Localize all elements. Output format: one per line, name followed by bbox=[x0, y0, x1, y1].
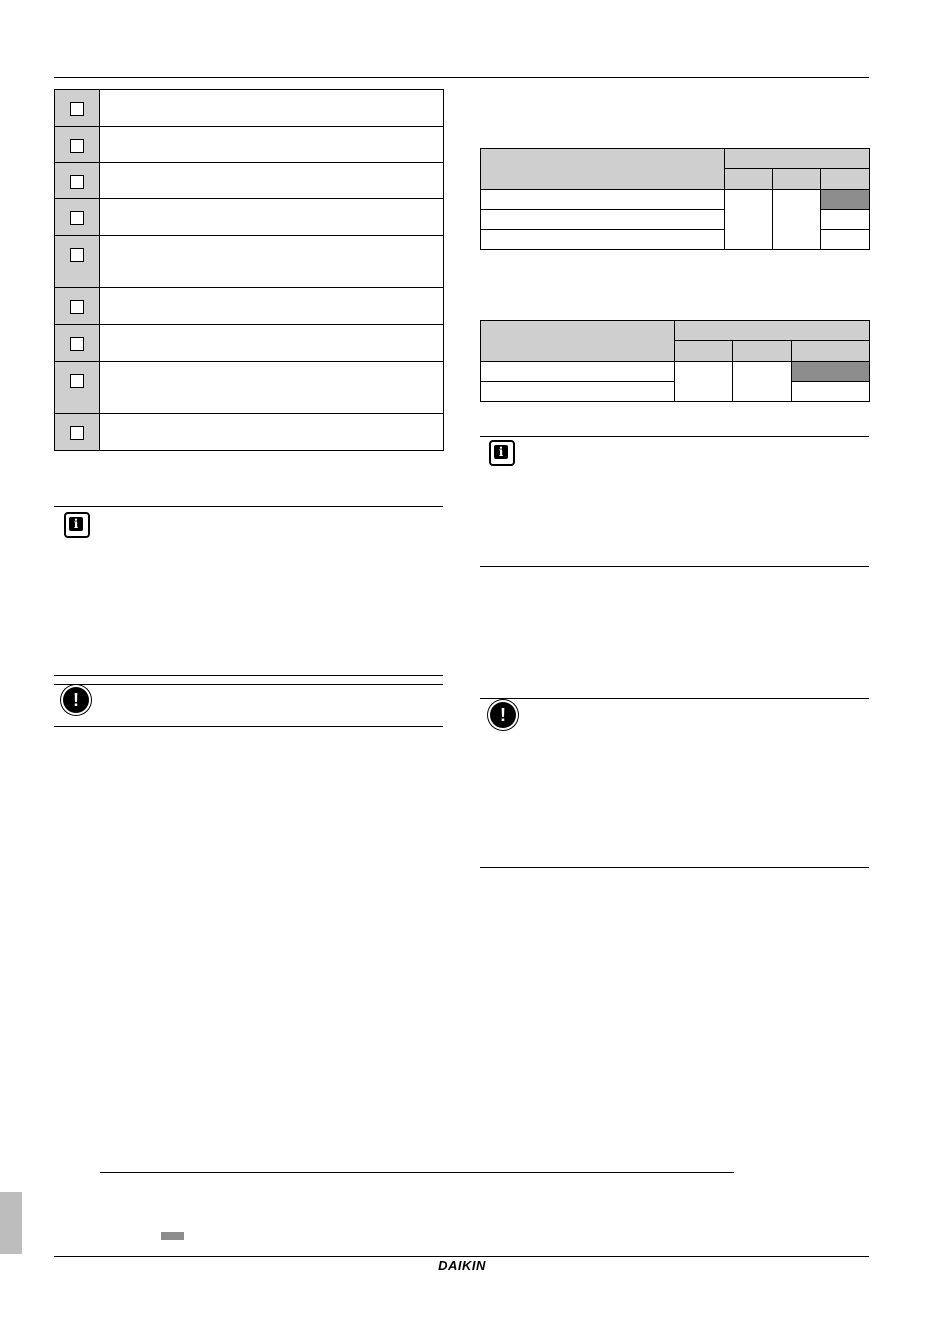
table-header-cell bbox=[792, 341, 870, 362]
checkbox[interactable] bbox=[70, 374, 84, 388]
table-header-cell bbox=[481, 321, 675, 362]
checkbox[interactable] bbox=[70, 102, 84, 116]
info-note-top-rule bbox=[480, 436, 869, 437]
checklist-item bbox=[100, 199, 444, 236]
info-icon: i bbox=[64, 512, 90, 538]
warning-note-bottom-rule bbox=[480, 867, 869, 868]
checklist-item bbox=[100, 362, 444, 414]
info-note-bottom-rule bbox=[54, 675, 443, 676]
table-cell bbox=[481, 190, 725, 210]
table-cell bbox=[725, 190, 773, 250]
info-note-top-rule bbox=[54, 506, 443, 507]
table-header-cell bbox=[675, 341, 733, 362]
table-cell bbox=[675, 362, 733, 402]
side-tab bbox=[0, 1192, 22, 1254]
table-cell-highlight bbox=[792, 362, 870, 382]
exclamation-icon: ! bbox=[490, 702, 516, 728]
table-cell-highlight bbox=[821, 190, 870, 210]
table-header-cell bbox=[773, 169, 821, 190]
table-cell bbox=[821, 230, 870, 250]
checklist-item bbox=[100, 325, 444, 362]
checkbox[interactable] bbox=[70, 426, 84, 440]
checkbox[interactable] bbox=[70, 337, 84, 351]
info-icon: i bbox=[489, 440, 515, 466]
table-header-cell bbox=[733, 341, 792, 362]
table-cell bbox=[481, 230, 725, 250]
spec-table-a bbox=[480, 148, 870, 250]
table-cell bbox=[481, 210, 725, 230]
checkbox[interactable] bbox=[70, 300, 84, 314]
footer-marker bbox=[161, 1232, 184, 1240]
checklist-item bbox=[100, 288, 444, 325]
table-cell bbox=[733, 362, 792, 402]
table-cell bbox=[792, 382, 870, 402]
checklist-item bbox=[100, 90, 444, 127]
checklist-item bbox=[100, 414, 444, 451]
table-cell bbox=[481, 382, 675, 402]
footnote-rule bbox=[100, 1172, 734, 1173]
spec-table-b bbox=[480, 320, 870, 402]
table-cell bbox=[821, 210, 870, 230]
table-header-cell bbox=[725, 149, 870, 169]
checkbox[interactable] bbox=[70, 211, 84, 225]
warning-note-top-rule bbox=[54, 684, 443, 685]
info-note-bottom-rule bbox=[480, 566, 869, 567]
checklist-item bbox=[100, 127, 444, 163]
daikin-logo: DAIKIN bbox=[438, 1258, 486, 1273]
checkbox[interactable] bbox=[70, 139, 84, 153]
checklist-item bbox=[100, 163, 444, 199]
table-header-cell bbox=[821, 169, 870, 190]
exclamation-icon: ! bbox=[63, 687, 89, 713]
table-header-cell bbox=[675, 321, 870, 341]
checkbox[interactable] bbox=[70, 248, 84, 262]
table-cell bbox=[773, 190, 821, 250]
header-rule bbox=[54, 77, 869, 78]
table-header-cell bbox=[481, 149, 725, 190]
checklist-item bbox=[100, 236, 444, 288]
footer-rule bbox=[54, 1256, 869, 1257]
table-cell bbox=[481, 362, 675, 382]
warning-note-bottom-rule bbox=[54, 726, 443, 727]
checkbox[interactable] bbox=[70, 175, 84, 189]
checklist-table bbox=[54, 89, 444, 451]
warning-note-top-rule bbox=[480, 698, 869, 699]
table-header-cell bbox=[725, 169, 773, 190]
